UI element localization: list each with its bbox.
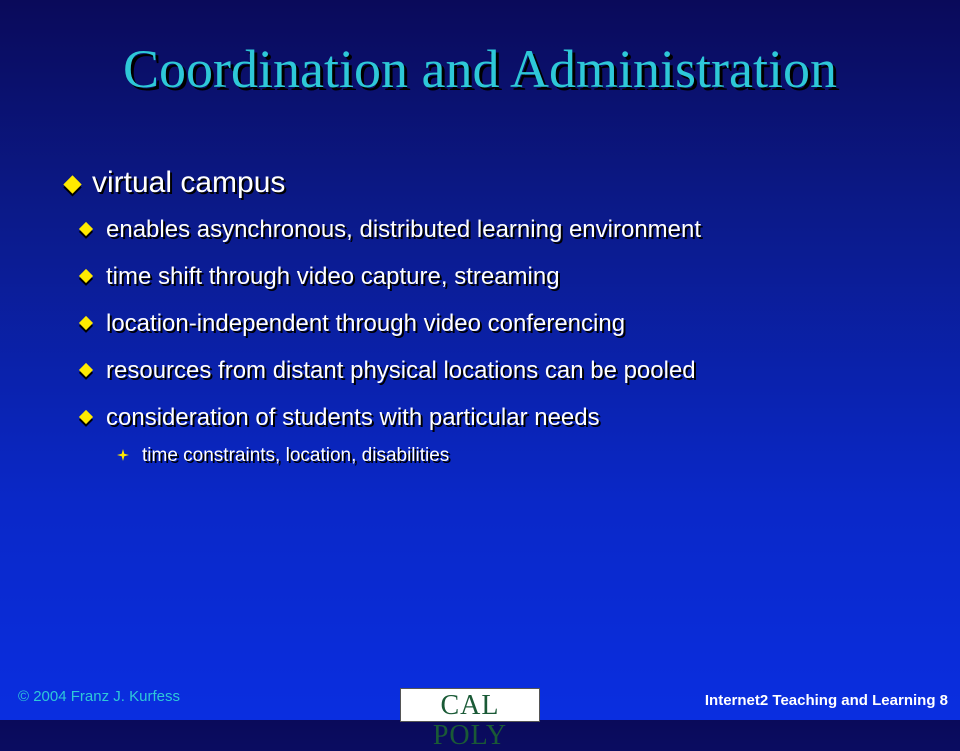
footer-slide-label: Internet2 Teaching and Learning 8 [704, 692, 948, 709]
subitem [62, 206, 930, 253]
subitem [62, 300, 930, 347]
diamond-bullet-icon [79, 363, 93, 377]
subitem-list [62, 206, 930, 441]
diamond-bullet-icon [79, 269, 93, 283]
subitem [62, 253, 930, 300]
subitem-text: consideration of students with particular needs [106, 404, 600, 431]
subitem-text: enables asynchronous, distributed learning environment [106, 216, 702, 243]
logo-text: CAL POLY [432, 690, 508, 751]
subsubitem-text: time constraints, location, disabilities [142, 445, 450, 466]
footer-copyright: © 2004 Franz J. Kurfess [18, 688, 180, 705]
cal-poly-logo [400, 688, 540, 751]
four-point-star-icon [117, 449, 129, 461]
subitem-text: location-independent through video conferencing [106, 310, 626, 337]
diamond-bullet-icon [79, 410, 93, 424]
slide-content [62, 160, 930, 471]
bullet-text: virtual campus [92, 166, 286, 199]
subitem [62, 347, 930, 394]
subitem [62, 394, 930, 441]
bullet-virtual-campus [62, 160, 930, 206]
subsubitem [62, 441, 930, 471]
diamond-bullet-icon [79, 222, 93, 236]
subitem-text: time shift through video capture, streaming [106, 263, 560, 290]
slide-title: Coordination and Administration [123, 39, 837, 99]
diamond-bullet-icon [63, 175, 81, 193]
diamond-bullet-icon [79, 316, 93, 330]
subitem-text: resources from distant physical locations can be pooled [106, 357, 696, 384]
